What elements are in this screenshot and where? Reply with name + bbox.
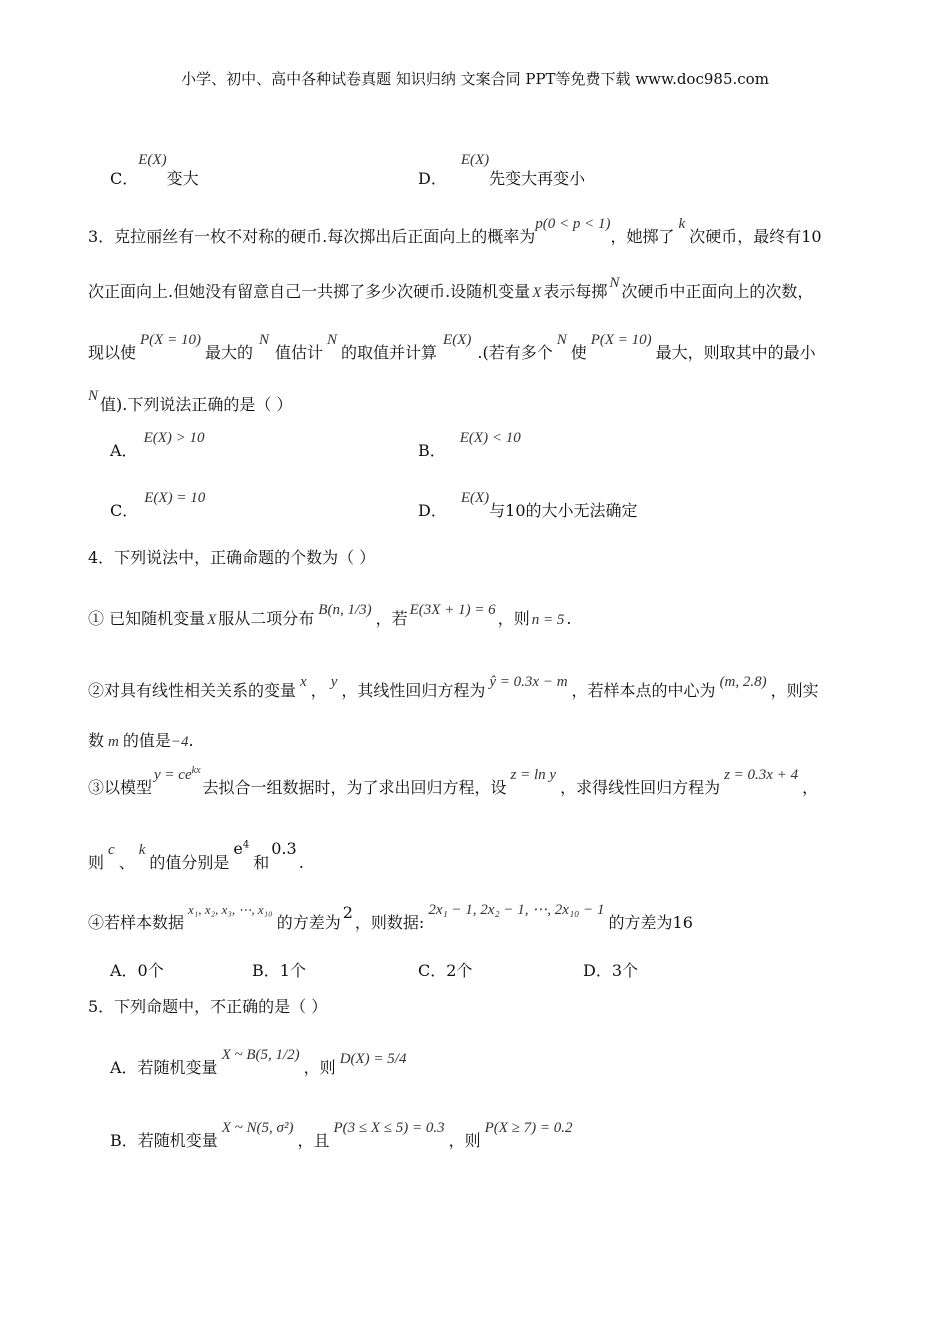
text: 服从二项分布 bbox=[218, 609, 315, 628]
text: 使 bbox=[570, 343, 587, 362]
q4-option-d: D．3个 bbox=[583, 961, 639, 980]
math-var: N bbox=[327, 332, 338, 348]
math-expr: 2 bbox=[342, 903, 353, 922]
option-text: 先变大再变小 bbox=[489, 169, 586, 188]
text: 的方差为 bbox=[276, 913, 341, 932]
text: . bbox=[298, 853, 304, 872]
text: ，其线性回归方程为 bbox=[341, 681, 486, 700]
math-expr: X ~ B(5, 1/2) bbox=[221, 1047, 300, 1063]
q3-line-4 bbox=[88, 388, 293, 415]
math-var: m bbox=[108, 734, 119, 750]
q3-option-b bbox=[418, 430, 521, 461]
option-letter: C． bbox=[110, 169, 139, 188]
text: ，则 bbox=[303, 1058, 336, 1077]
math-sup: 4 bbox=[242, 839, 250, 851]
math-var: c bbox=[108, 842, 115, 858]
text: ① 已知随机变量 bbox=[88, 609, 206, 628]
q4-stem: 4．下列说法中，正确命题的个数为（ ） bbox=[88, 548, 376, 567]
text: 的方差为16 bbox=[608, 913, 693, 932]
math-expr: p(0 < p < 1) bbox=[535, 216, 611, 232]
text: .(若有多个 bbox=[477, 343, 553, 362]
text: 次硬币中正面向上的次数， bbox=[621, 282, 814, 301]
math-expr: E(X) bbox=[460, 152, 490, 168]
q3-option-c bbox=[110, 490, 206, 521]
math-expr: E(X) bbox=[443, 332, 472, 348]
math-expr: P(X = 10) bbox=[590, 332, 652, 348]
q4-statement-1 bbox=[88, 602, 572, 629]
math-var: y bbox=[330, 674, 338, 690]
q4-statement-2-cont bbox=[88, 728, 194, 751]
text: ，则数据: bbox=[354, 913, 425, 932]
q3-line-1 bbox=[88, 216, 822, 247]
text: ，若样本点的中心为 bbox=[571, 681, 716, 700]
math-expr: E(X) bbox=[460, 490, 490, 506]
q4-option-b: B．1个 bbox=[252, 961, 306, 980]
math-expr: E(3X + 1) = 6 bbox=[409, 602, 496, 618]
page-header: 小学、初中、高中各种试卷真题 知识归纳 文案合同 PPT等免费下载 www.doc985.com bbox=[181, 70, 769, 88]
math-expr: 0.3 bbox=[271, 839, 297, 858]
text: 最大，则取其中的最小 bbox=[655, 343, 816, 362]
option-letter: B． bbox=[418, 441, 446, 460]
text: ， bbox=[802, 778, 819, 797]
text: ，且 bbox=[297, 1131, 330, 1150]
math-expr: −4 bbox=[170, 734, 189, 750]
text: 表示每掷 bbox=[543, 282, 608, 301]
math-expr: (m, 2.8) bbox=[719, 674, 767, 690]
text: 和 bbox=[253, 853, 270, 872]
math-base: y = ce bbox=[154, 767, 192, 783]
math-expr: z = ln y bbox=[510, 767, 557, 783]
math-var: k bbox=[678, 216, 686, 232]
q4-statement-3-cont bbox=[88, 839, 304, 873]
q2-option-d bbox=[418, 152, 586, 188]
text: ，若 bbox=[375, 609, 408, 628]
option-letter: D． bbox=[418, 501, 447, 520]
text: 次硬币，最终有10 bbox=[689, 227, 822, 246]
text: 最大的 bbox=[204, 343, 253, 362]
text: 、 bbox=[118, 853, 135, 872]
text: . bbox=[188, 731, 194, 750]
text: ，则实 bbox=[770, 681, 819, 700]
text: A．若随机变量 bbox=[110, 1058, 218, 1077]
text: ，求得线性回归方程为 bbox=[560, 778, 721, 797]
option-text: 与10的大小无法确定 bbox=[489, 501, 638, 520]
math-var: X bbox=[207, 612, 217, 628]
q5-option-a bbox=[110, 1047, 410, 1078]
math-expr: n = 5 bbox=[531, 612, 565, 628]
math-expr: P(3 ≤ X ≤ 5) = 0.3 bbox=[333, 1120, 445, 1136]
q3-option-a bbox=[110, 430, 205, 461]
math-expr bbox=[152, 767, 203, 783]
q4-statement-3 bbox=[88, 765, 819, 798]
option-letter: D． bbox=[418, 169, 447, 188]
text: . bbox=[566, 609, 572, 628]
q3-line-2 bbox=[88, 275, 814, 302]
text: 次正面向上.但她没有留意自己一共掷了多少次硬币.设随机变量 bbox=[88, 282, 531, 301]
q5-stem: 5．下列命题中，不正确的是（ ） bbox=[88, 997, 328, 1016]
math-base: e bbox=[233, 839, 243, 858]
text: 的值是 bbox=[122, 731, 171, 750]
text: 的取值并计算 bbox=[341, 343, 438, 362]
option-letter: A． bbox=[110, 441, 138, 460]
math-var: x bbox=[300, 674, 307, 690]
text: 3．克拉丽丝有一枚不对称的硬币.每次掷出后正面向上的概率为 bbox=[88, 227, 536, 246]
q3-option-d bbox=[418, 490, 638, 521]
math-var: k bbox=[138, 842, 146, 858]
text: 值估计 bbox=[274, 343, 323, 362]
text: ②对具有线性相关关系的变量 bbox=[88, 681, 297, 700]
q4-statement-2 bbox=[88, 674, 819, 701]
math-expr: D(X) = 5/4 bbox=[339, 1051, 407, 1067]
q2-option-c bbox=[110, 152, 199, 188]
math-expr: X ~ N(5, σ²) bbox=[221, 1120, 294, 1136]
math-expr: x₁, x₂, x₃, ⋯, x₁₀ bbox=[188, 902, 273, 917]
text: 数 bbox=[88, 731, 105, 750]
math-expr: z = 0.3x + 4 bbox=[724, 767, 799, 783]
math-expr: ŷ = 0.3x − m bbox=[489, 674, 568, 690]
math-sup: kx bbox=[191, 765, 201, 776]
text: 现以使 bbox=[88, 343, 137, 362]
text: ， bbox=[310, 681, 327, 700]
math-var: X bbox=[532, 285, 542, 301]
math-var: N bbox=[88, 388, 99, 404]
math-expr: E(X) = 10 bbox=[144, 490, 206, 506]
text: ③以模型 bbox=[88, 778, 153, 797]
math-expr: P(X = 10) bbox=[140, 332, 201, 348]
math-expr: E(X) > 10 bbox=[143, 430, 205, 446]
text: 则 bbox=[88, 853, 105, 872]
math-expr: 2x₁ − 1, 2x₂ − 1, ⋯, 2x₁₀ − 1 bbox=[428, 902, 605, 918]
math-expr: P(X ≥ 7) = 0.2 bbox=[484, 1120, 573, 1136]
text: ④若样本数据 bbox=[88, 913, 185, 932]
q5-option-b bbox=[110, 1120, 577, 1151]
text: 值).下列说法正确的是（ ） bbox=[100, 395, 293, 414]
math-expr: B(n, 1/3) bbox=[318, 602, 372, 618]
text: B．若随机变量 bbox=[110, 1131, 218, 1150]
text: 去拟合一组数据时，为了求出回归方程，设 bbox=[202, 778, 507, 797]
text: ，她掷了 bbox=[610, 227, 675, 246]
text: ，则 bbox=[497, 609, 530, 628]
math-expr bbox=[229, 839, 253, 858]
option-text: 变大 bbox=[166, 169, 199, 188]
option-letter: C． bbox=[110, 501, 139, 520]
text: 的值分别是 bbox=[149, 853, 230, 872]
q3-line-3 bbox=[88, 332, 816, 363]
math-expr: E(X) bbox=[138, 152, 167, 168]
math-var: N bbox=[609, 275, 620, 291]
math-var: N bbox=[258, 332, 269, 348]
math-var: N bbox=[556, 332, 567, 348]
q4-option-c: C．2个 bbox=[418, 961, 473, 980]
q4-option-a: A．0个 bbox=[110, 961, 164, 980]
math-expr: E(X) < 10 bbox=[459, 430, 521, 446]
text: ，则 bbox=[448, 1131, 481, 1150]
